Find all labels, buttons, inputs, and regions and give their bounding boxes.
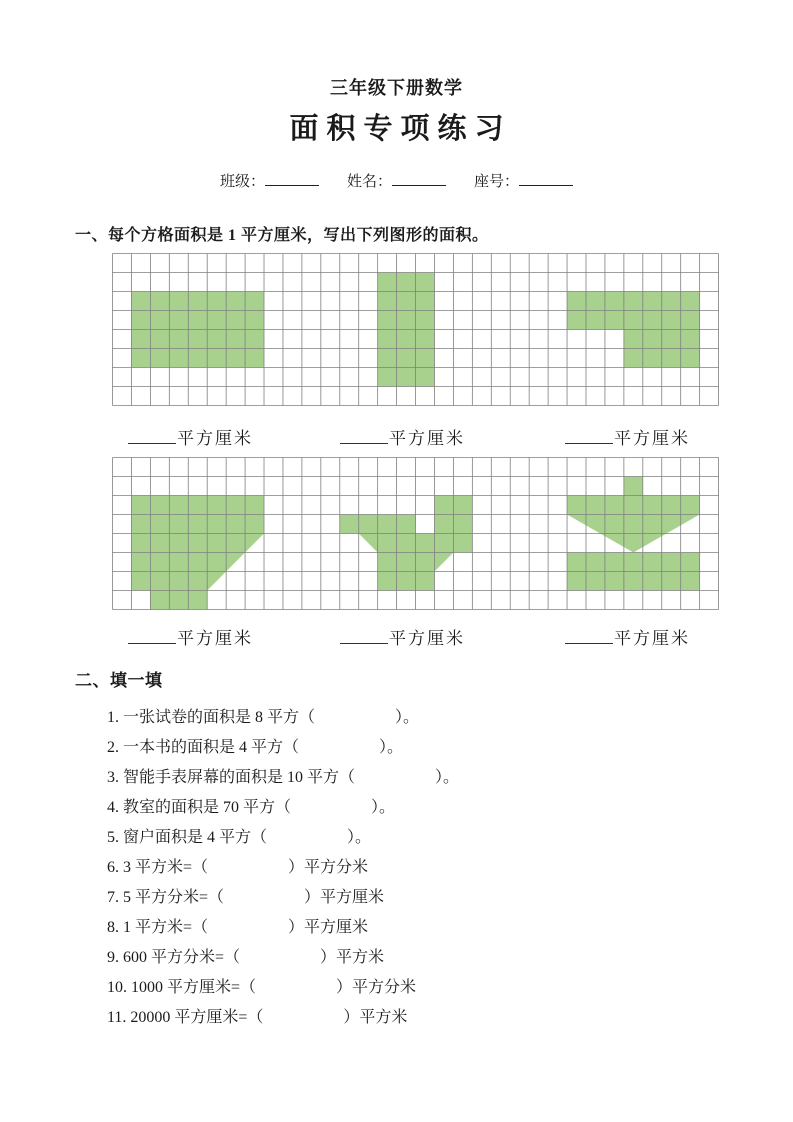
question-list — [107, 703, 753, 1033]
answer-blank-4 — [128, 628, 176, 644]
question-item: 6. 3 平方米=（ ）平方分米 — [107, 859, 369, 876]
seat-label: 座号： — [474, 174, 520, 190]
answer-blank-3 — [565, 428, 613, 444]
answer-row-1 — [0, 424, 793, 448]
question-item: 4. 教室的面积是 70 平方（ ）。 — [107, 799, 396, 816]
section2-heading: 二、填一填 — [75, 671, 163, 690]
answer-field-5 — [340, 624, 465, 649]
answer-unit-label: 平方厘米 — [177, 629, 253, 648]
question-item: 8. 1 平方米=（ ）平方厘米 — [107, 919, 369, 936]
name-label: 姓名： — [346, 174, 392, 190]
seat-field — [474, 170, 573, 191]
anchor-shape — [624, 477, 643, 496]
grid-figure-1 — [112, 253, 719, 406]
answer-unit-label: 平方厘米 — [389, 429, 465, 448]
anchor-shape — [567, 496, 700, 515]
answer-blank-2 — [340, 428, 388, 444]
irregular-branch-shape — [340, 496, 473, 591]
question-item: 5. 窗户面积是 4 平方（ ）。 — [107, 829, 372, 846]
answer-unit-label: 平方厘米 — [614, 429, 690, 448]
name-blank — [392, 170, 446, 186]
page-title: 面积专项练习 — [289, 113, 512, 145]
question-item: 9. 600 平方分米=（ ）平方米 — [107, 949, 385, 966]
answer-unit-label: 平方厘米 — [614, 629, 690, 648]
answer-blank-5 — [340, 628, 388, 644]
answer-field-4 — [128, 624, 253, 649]
question-item: 1. 一张试卷的面积是 8 平方（ ）。 — [107, 709, 420, 726]
answer-field-1 — [128, 424, 253, 449]
answer-unit-label: 平方厘米 — [389, 629, 465, 648]
course-title: 三年级下册数学 — [330, 78, 463, 98]
class-field — [220, 170, 319, 191]
question-item: 2. 一本书的面积是 4 平方（ ）。 — [107, 739, 404, 756]
answer-blank-6 — [565, 628, 613, 644]
seat-blank — [519, 170, 573, 186]
answer-unit-label: 平方厘米 — [177, 429, 253, 448]
class-blank — [265, 170, 319, 186]
grid-figure-2 — [112, 457, 719, 610]
answer-row-2 — [0, 624, 793, 648]
question-item: 3. 智能手表屏幕的面积是 10 平方（ ）。 — [107, 769, 460, 786]
name-field — [347, 170, 446, 191]
class-label: 班级： — [219, 174, 265, 190]
answer-blank-1 — [128, 428, 176, 444]
section1-heading: 一、每个方格面积是 1 平方厘米，写出下列图形的面积。 — [75, 227, 489, 244]
answer-field-6 — [565, 624, 690, 649]
answer-field-3 — [565, 424, 690, 449]
question-item: 10. 1000 平方厘米=（ ）平方分米 — [107, 979, 417, 996]
answer-field-2 — [340, 424, 465, 449]
question-item: 11. 20000 平方厘米=（ ）平方米 — [107, 1009, 408, 1026]
student-info-row — [0, 170, 793, 191]
question-item: 7. 5 平方分米=（ ）平方厘米 — [107, 889, 385, 906]
